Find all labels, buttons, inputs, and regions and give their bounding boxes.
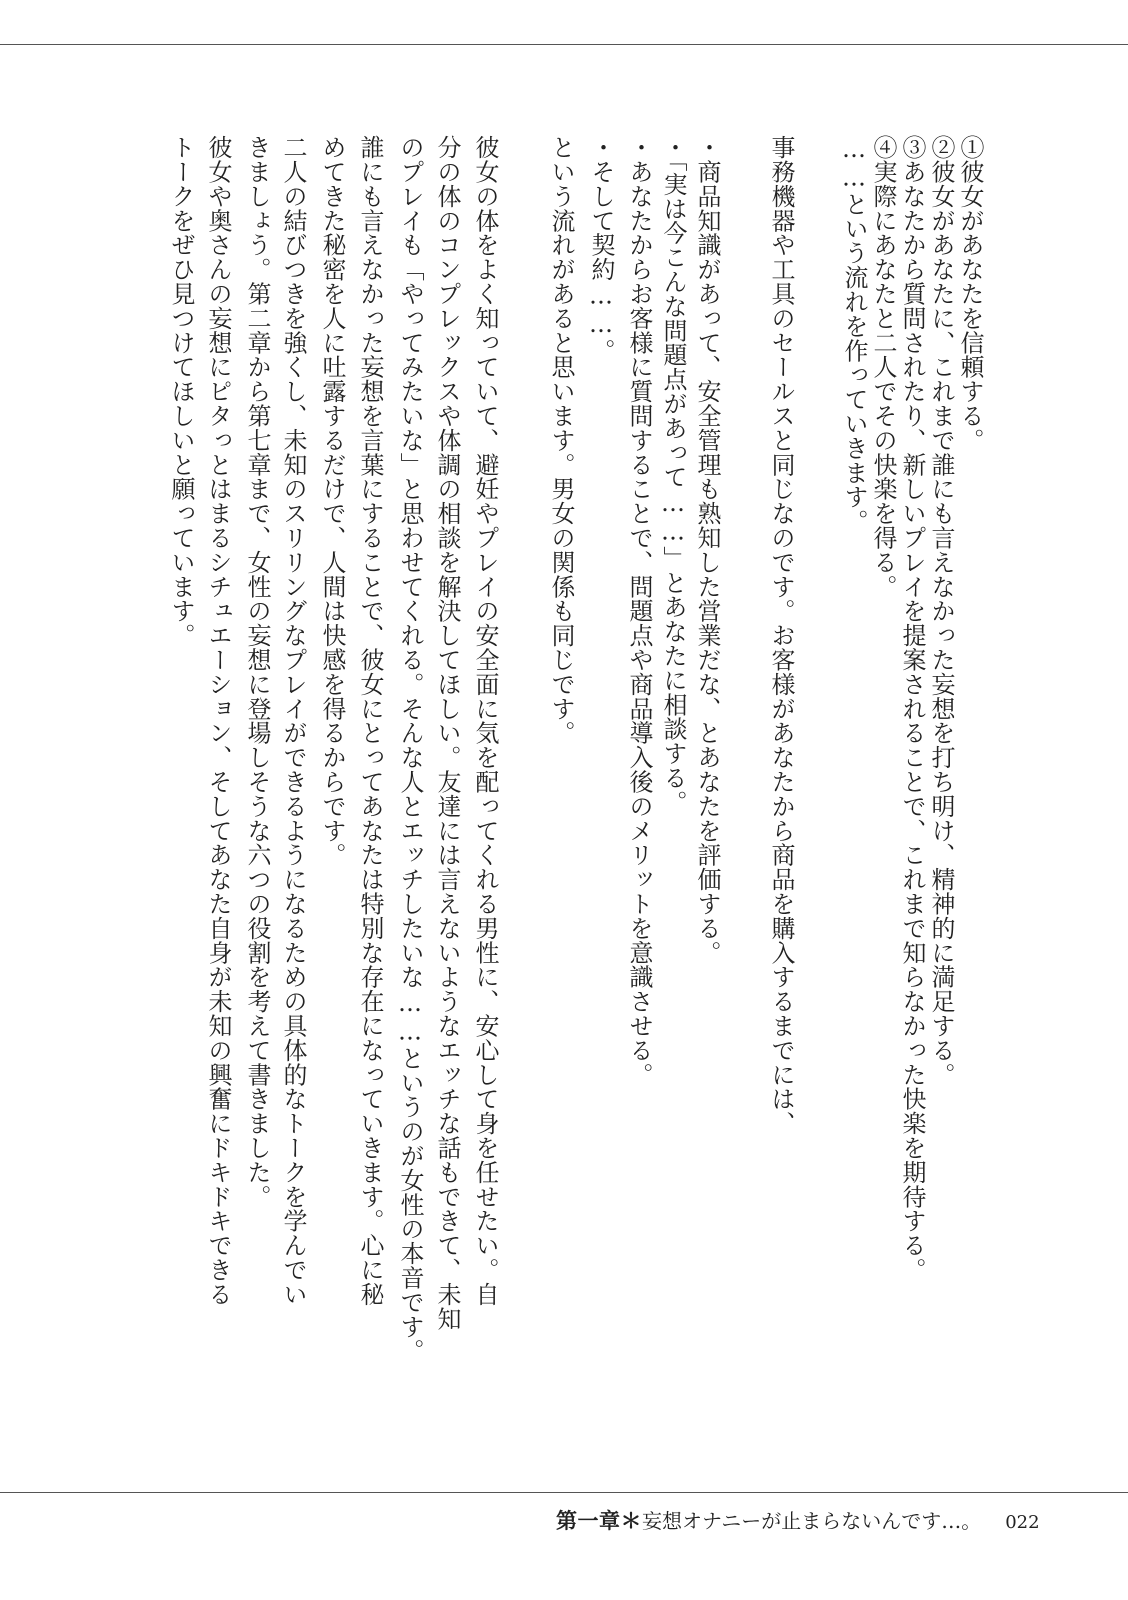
text-line: ④実際にあなたと二人でその快楽を得る。 <box>869 135 897 599</box>
top-rule <box>0 44 1128 45</box>
text-line: ③あなたから質問されたり、新しいプレイを提案されることで、これまで知らなかった快楽を期待する。 <box>898 135 926 1282</box>
text-line: という流れがあると思います。男女の関係も同じです。 <box>547 135 575 745</box>
text-line: 彼女や奥さんの妄想にピタっとはまるシチュエーション、そしてあなた自身が未知の興奮にドキドキできる <box>204 135 232 1307</box>
page-footer <box>556 1505 1040 1535</box>
text-line: ・あなたからお客様に質問することで、問題点や商品導入後のメリットを意識させる。 <box>625 135 653 1087</box>
text-line: ①彼女があなたを信頼する。 <box>956 135 984 453</box>
text-line: のプレイも「やってみたいな」と思わせてくれる。そんな人とエッチしたいな……というのが女性の本音です。 <box>396 135 424 1363</box>
text-line: ②彼女があなたに、これまで誰にも言えなかった妄想を打ち明け、精神的に満足する。 <box>927 135 955 1087</box>
running-title: 妄想オナニーが止まらないんです…。 <box>642 1509 982 1533</box>
text-line: トークをぜひ見つけてほしいと願っています。 <box>167 135 195 648</box>
text-line: 彼女の体をよく知っていて、避妊やプレイの安全面に気を配ってくれる男性に、安心して身を任せたい。自 <box>471 135 499 1307</box>
text-line: きましょう。第二章から第七章まで、女性の妄想に登場しそうな六つの役割を考えて書きました。 <box>243 135 271 1209</box>
text-line: ・商品知識があって、安全管理も熟知した営業だな、とあなたを評価する。 <box>693 135 721 965</box>
text-line: 二人の結びつきを強くし、未知のスリリングなプレイができるようになるための具体的なトークを学んでい <box>279 135 307 1307</box>
text-line: ……という流れを作っていきます。 <box>840 135 868 534</box>
text-line: ・「実は今こんな問題点があって……」とあなたに相談する。 <box>659 135 687 815</box>
text-line: 分の体のコンプレックスや体調の相談を解決してほしい。友達には言えないようなエッチな話もできて、未知 <box>433 135 461 1331</box>
bottom-rule <box>0 1492 1128 1493</box>
text-line: 誰にも言えなかった妄想を言葉にすることで、彼女にとってあなたは特別な存在になっていきます。心に秘 <box>356 135 384 1307</box>
text-line: ・そして契約……。 <box>587 135 615 363</box>
page-number: 022 <box>1005 1512 1040 1533</box>
text-line: めてきた秘密を人に吐露するだけで、人間は快感を得るからです。 <box>318 135 346 867</box>
text-line: 事務機器や工具のセールスと同じなのです。お客様があなたから商品を購入するまでには、 <box>767 135 795 1136</box>
chapter-title: 第一章＊ <box>556 1509 642 1533</box>
